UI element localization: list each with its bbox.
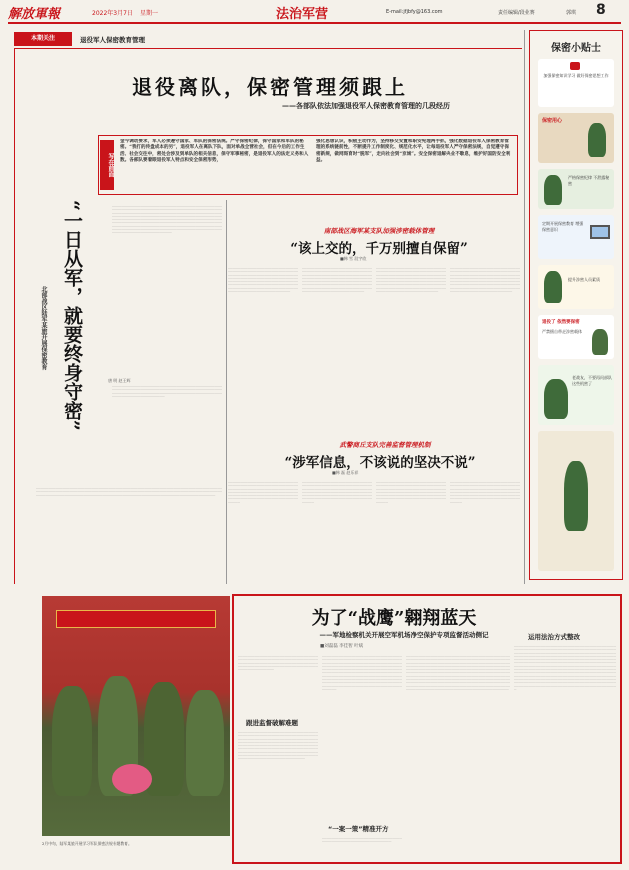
section-title: 法治军营 [276, 7, 329, 22]
top-story-column-tag [14, 32, 72, 46]
tip-card-4 [538, 215, 614, 259]
bottom-body-3: ＿＿＿＿＿＿＿＿＿＿＿＿＿＿＿＿＿＿＿＿＿＿＿＿＿＿＿＿＿＿＿＿＿＿＿＿＿＿＿＿＿＿＿＿＿＿＿＿＿＿＿＿＿＿＿＿＿＿＿＿＿＿＿＿＿＿＿＿＿＿＿＿＿＿＿＿＿＿＿＿＿＿＿＿＿＿＿＿＿＿＿＿＿＿＿＿＿＿＿＿＿＿＿＿＿＿＿＿＿＿＿＿＿＿＿＿＿＿＿＿＿＿＿＿＿＿＿＿＿＿＿＿＿＿＿＿＿＿＿＿＿＿＿＿＿＿＿＿＿＿＿＿＿＿＿＿＿＿＿＿＿＿＿＿＿＿＿＿＿＿＿＿＿＿＿＿＿＿＿＿＿＿＿＿＿＿＿＿＿＿＿＿＿＿＿＿＿＿＿＿＿＿＿＿＿＿＿＿＿＿＿＿＿＿＿＿＿＿＿＿＿＿＿＿＿＿＿＿＿＿＿＿＿＿＿＿＿＿＿＿＿＿＿＿＿＿＿＿＿＿＿＿＿＿＿＿＿＿＿＿＿＿＿＿＿＿＿＿＿＿＿＿＿＿＿＿＿＿＿＿＿＿＿＿＿＿＿＿＿＿＿＿＿＿＿＿＿＿＿＿＿＿＿＿＿＿＿＿＿＿＿＿＿＿＿＿＿＿＿＿＿＿＿＿＿＿＿＿＿＿＿＿＿＿＿＿ [322, 654, 402, 690]
soldier-figure-icon [544, 175, 562, 205]
bottom-story-byline: ■刘磊磊 李佳智 叶斌 [320, 644, 364, 649]
top-story-headline: 退役离队，保密管理须跟上 [132, 75, 408, 99]
issue-date: 2022年3月7日 [92, 10, 133, 17]
feature3-kicker: 武警商丘支队完善监督管理机制 [339, 441, 431, 449]
column-rule-right [524, 30, 525, 584]
feature3-byline: ■韩 磊 赵乐祥 [332, 470, 359, 475]
secrecy-tips-title: 保密小贴士 [551, 43, 601, 54]
feature2-body-4: ＿＿＿＿＿＿＿＿＿＿＿＿＿＿＿＿＿＿＿＿＿＿＿＿＿＿＿＿＿＿＿＿＿＿＿＿＿＿＿＿＿＿＿＿＿＿＿＿＿＿＿＿＿＿＿＿＿＿＿＿＿＿＿＿＿＿＿＿＿＿＿＿＿＿＿＿＿＿＿＿＿＿＿＿＿＿＿＿＿＿＿＿＿＿＿＿＿＿＿＿＿＿＿＿＿＿＿＿＿＿＿＿＿＿＿＿＿＿＿＿＿＿＿＿＿＿＿＿＿＿＿＿＿＿＿＿＿＿＿＿＿＿＿＿＿＿＿＿＿＿＿＿＿＿＿＿＿＿＿＿＿＿＿＿＿＿＿＿＿＿＿＿＿＿＿＿＿＿＿＿＿＿＿＿＿＿＿＿＿＿＿＿＿＿＿＿＿＿＿＿＿＿＿＿＿＿＿＿＿＿＿＿＿＿＿＿＿＿＿＿＿＿＿＿＿＿＿＿＿ [450, 266, 520, 293]
masthead [0, 0, 629, 26]
feature3-body-1: ＿＿＿＿＿＿＿＿＿＿＿＿＿＿＿＿＿＿＿＿＿＿＿＿＿＿＿＿＿＿＿＿＿＿＿＿＿＿＿＿＿＿＿＿＿＿＿＿＿＿＿＿＿＿＿＿＿＿＿＿＿＿＿＿＿＿＿＿＿＿＿＿＿＿＿＿＿＿＿＿＿＿＿＿＿＿＿＿＿＿＿＿＿＿＿＿＿＿＿＿＿＿＿＿＿＿＿＿＿＿＿＿＿＿＿＿＿＿＿＿＿＿＿＿＿＿＿＿＿＿＿＿＿＿＿＿＿＿＿＿＿＿＿＿＿＿＿＿＿＿＿＿＿＿＿＿＿＿＿＿＿＿＿＿＿＿＿＿＿＿＿＿＿＿＿＿＿＿＿ [228, 480, 298, 503]
side-feature-dept: 北部战区陆军某旅开展保密教育 [40, 286, 47, 370]
feature2-body-2: ＿＿＿＿＿＿＿＿＿＿＿＿＿＿＿＿＿＿＿＿＿＿＿＿＿＿＿＿＿＿＿＿＿＿＿＿＿＿＿＿＿＿＿＿＿＿＿＿＿＿＿＿＿＿＿＿＿＿＿＿＿＿＿＿＿＿＿＿＿＿＿＿＿＿＿＿＿＿＿＿＿＿＿＿＿＿＿＿＿＿＿＿＿＿＿＿＿＿＿＿＿＿＿＿＿＿＿＿＿＿＿＿＿＿＿＿＿＿＿＿＿＿＿＿＿＿＿＿＿＿＿＿＿＿＿＿＿＿＿＿＿＿＿＿＿＿＿＿＿＿＿＿＿＿＿＿＿＿＿＿＿＿＿＿＿＿＿＿＿＿＿＿＿＿＿＿＿＿＿＿＿＿＿＿＿＿＿＿＿＿＿＿＿＿＿＿＿＿＿＿＿＿＿＿＿＿＿＿＿＿＿＿＿＿＿＿＿＿＿＿＿＿＿＿＿＿＿＿＿ [302, 266, 372, 293]
feature3-body-3: ＿＿＿＿＿＿＿＿＿＿＿＿＿＿＿＿＿＿＿＿＿＿＿＿＿＿＿＿＿＿＿＿＿＿＿＿＿＿＿＿＿＿＿＿＿＿＿＿＿＿＿＿＿＿＿＿＿＿＿＿＿＿＿＿＿＿＿＿＿＿＿＿＿＿＿＿＿＿＿＿＿＿＿＿＿＿＿＿＿＿＿＿＿＿＿＿＿＿＿＿＿＿＿＿＿＿＿＿＿＿＿＿＿＿＿＿＿＿＿＿＿＿＿＿＿＿＿＿＿＿＿＿＿＿＿＿＿＿＿＿＿＿＿＿＿＿＿＿＿＿＿＿＿＿＿＿＿＿＿＿＿＿＿＿＿＿＿＿＿＿＿＿＿＿＿＿＿＿＿ [376, 480, 446, 503]
tip-text-1: 加强保密知识学习 做好保密思想工作 [543, 73, 609, 78]
tip-text-3: 严格保密纪律 不泄露秘密 [568, 175, 610, 186]
left-frame [14, 48, 15, 584]
written-in-front-tag [100, 140, 114, 190]
newspaper-logo: 解放軍報 [8, 7, 61, 22]
lead-text-right: 强化思想认识，积极主动作为，坚持移交安置和职安宪理两手抓，强化数据退役军人保密教育管理的系统链前性，不断提升工作制度化、规范化水平，让每退役军人严守保密法规，自觉遵守保密新规，做网斑育时“脱军”，走向社会到“京城”。安全保密退解央业不歇息，维护好国防安全利益。 [316, 139, 511, 164]
tip-card-5 [538, 265, 614, 309]
page-number: 8 [596, 2, 606, 18]
bottom-body-5: ＿＿＿＿＿＿＿＿＿＿＿＿＿＿＿＿＿＿＿＿＿＿＿＿＿＿＿＿＿＿＿＿＿＿＿＿＿＿＿＿＿＿＿＿＿＿＿＿＿＿＿＿＿＿＿＿＿＿＿＿＿＿＿＿＿＿＿＿＿＿＿＿＿＿＿＿＿＿＿＿＿＿＿＿＿＿＿＿＿＿＿＿＿＿＿＿＿＿＿＿＿＿＿＿＿＿＿＿＿＿＿＿＿＿＿＿＿＿＿＿＿＿＿＿＿＿＿＿＿＿＿＿＿＿＿＿＿＿＿＿＿＿＿＿＿＿＿＿＿＿＿＿＿＿＿＿＿＿＿＿＿＿＿＿＿＿＿＿＿＿＿＿＿＿＿＿＿＿＿＿＿＿＿＿＿＿＿＿＿＿＿＿＿＿＿＿＿＿＿＿＿＿＿＿＿＿＿＿＿＿＿＿＿＿＿＿＿＿＿＿＿＿＿＿＿＿＿＿＿＿＿＿＿＿＿＿＿＿＿＿＿＿＿＿＿＿＿＿＿＿＿＿＿＿＿＿＿＿＿＿＿＿＿＿＿＿＿＿＿＿＿＿＿＿＿＿＿＿＿＿＿＿＿＿＿＿＿＿＿＿＿＿＿＿＿＿＿＿＿＿＿＿＿＿＿＿＿＿＿＿＿＿＿＿＿＿＿＿＿＿＿＿＿＿＿＿＿＿＿＿＿＿＿＿＿＿＿＿＿＿＿＿＿＿＿＿＿＿＿＿＿＿＿＿＿＿＿＿＿＿＿＿＿＿＿＿＿＿＿＿＿＿＿＿＿＿＿＿＿＿＿＿＿＿＿＿＿＿＿＿＿＿＿＿＿＿＿＿＿＿＿＿＿＿＿＿＿＿＿＿＿＿＿＿＿＿＿＿＿＿＿＿＿＿＿＿＿＿＿＿＿＿＿＿＿＿＿＿＿＿＿＿＿＿＿＿＿＿＿＿＿＿＿＿＿＿＿＿＿＿＿＿＿＿＿＿＿＿＿＿＿＿＿ [406, 654, 510, 690]
section-email: E-mail:jfjbfy@163.com [386, 9, 443, 15]
tip-text-8: 老战友，不要再问部队这些机密了 [572, 375, 612, 386]
tip-card-7 [538, 365, 614, 425]
bottom-subhead-2: “一案一策”精准开方 [328, 825, 389, 833]
side-feature-body-2: ＿＿＿＿＿＿＿＿＿＿＿＿＿＿＿＿＿＿＿＿＿＿＿＿＿＿＿＿＿＿＿＿＿＿＿＿＿＿＿＿＿＿＿＿＿＿＿＿＿＿＿＿＿＿＿＿＿＿＿＿＿＿＿＿＿＿＿＿＿＿＿＿＿＿＿＿＿＿＿＿＿＿＿＿＿＿＿＿＿＿＿＿＿＿＿＿＿＿＿＿＿＿＿＿＿＿＿＿＿＿＿＿＿＿＿＿＿＿＿＿＿＿＿＿＿＿＿＿＿＿＿＿＿＿＿＿＿＿＿＿＿＿＿＿＿＿＿＿＿＿＿＿＿＿＿＿＿＿＿＿ [112, 384, 222, 397]
feature2-headline: “该上交的，千万别擅自保留” [290, 241, 468, 257]
graduation-photo [42, 596, 230, 836]
bottom-body-2: ＿＿＿＿＿＿＿＿＿＿＿＿＿＿＿＿＿＿＿＿＿＿＿＿＿＿＿＿＿＿＿＿＿＿＿＿＿＿＿＿＿＿＿＿＿＿＿＿＿＿＿＿＿＿＿＿＿＿＿＿＿＿＿＿＿＿＿＿＿＿＿＿＿＿＿＿＿＿＿＿＿＿＿＿＿＿＿＿＿＿＿＿＿＿＿＿＿＿＿＿＿＿＿＿＿＿＿＿＿＿＿＿＿＿＿＿＿＿＿＿＿＿＿＿＿＿＿＿＿＿＿＿＿＿＿＿＿＿＿＿＿＿＿＿＿＿＿＿＿＿＿＿＿＿＿＿＿＿＿＿＿＿＿＿＿＿＿＿＿＿＿＿＿＿＿＿＿＿＿＿＿＿＿＿＿＿＿＿＿＿＿＿＿＿＿＿＿＿＿＿＿＿＿＿＿＿＿＿＿＿＿＿＿＿＿＿＿＿＿＿＿＿＿＿＿＿＿＿＿＿＿＿＿＿＿＿＿＿＿＿＿＿＿＿＿＿＿＿＿＿＿＿＿＿＿＿＿＿＿＿＿＿＿＿＿＿＿＿＿＿＿＿＿＿＿＿＿＿＿＿＿＿＿＿＿＿＿＿＿＿＿＿ [238, 730, 318, 760]
officer-figure-icon [544, 271, 562, 303]
bottom-story-headline: 为了“战鹰”翱翔蓝天 [311, 608, 477, 629]
side-feature-body-1: ＿＿＿＿＿＿＿＿＿＿＿＿＿＿＿＿＿＿＿＿＿＿＿＿＿＿＿＿＿＿＿＿＿＿＿＿＿＿＿＿＿＿＿＿＿＿＿＿＿＿＿＿＿＿＿＿＿＿＿＿＿＿＿＿＿＿＿＿＿＿＿＿＿＿＿＿＿＿＿＿＿＿＿＿＿＿＿＿＿＿＿＿＿＿＿＿＿＿＿＿＿＿＿＿＿＿＿＿＿＿＿＿＿＿＿＿＿＿＿＿＿＿＿＿＿＿＿＿＿＿＿＿＿＿＿＿＿＿＿＿＿＿＿＿＿＿＿＿＿＿＿＿＿＿＿＿＿＿＿＿＿＿＿＿＿＿＿＿＿＿＿＿＿＿＿＿＿＿＿＿＿＿＿＿＿＿＿＿＿＿＿＿＿＿＿＿＿＿＿＿＿＿＿＿＿＿＿＿＿＿＿＿＿＿＿＿＿＿＿＿＿＿＿＿＿＿＿＿＿＿＿＿＿＿＿＿＿＿＿＿＿＿＿＿＿＿＿＿＿＿＿＿＿＿＿＿＿＿＿＿＿＿＿＿＿＿＿＿＿＿＿＿＿＿＿＿＿＿＿＿＿＿＿＿＿＿＿＿＿＿＿＿＿＿＿＿＿＿＿＿＿＿＿＿＿＿＿＿＿＿＿＿＿＿＿＿＿＿＿＿＿＿＿＿＿＿＿＿＿＿＿＿＿＿＿＿＿＿＿＿＿＿＿＿＿＿＿＿＿＿＿＿＿＿＿＿＿＿＿＿＿＿＿＿＿＿＿＿＿＿＿＿＿＿＿＿＿＿＿＿＿＿＿＿＿＿＿＿＿＿＿＿＿ [112, 204, 222, 234]
lead-text-left: 金今调动要求，军人必须遵守国家、军队的保密法规。严守保密纪律，保守国家和军队的秘密。“我打的传盘成本的另”，退役军人在离队下队，面对单战全营社会，但在今后的工作生活、社会交往中，密处会涉及到单队的相关信息，保守军事秘密，是退役军人的法定义务和人数。各部队要着眼退役军人特点和安全保密形势， [120, 139, 309, 164]
bottom-subhead-3: 运用法治方式整改 [528, 633, 580, 641]
tip-card-3 [538, 169, 614, 209]
bottom-story-subhead: ——军地检察机关开展空军机场净空保护专项监督活动侧记 [319, 631, 489, 639]
tip-text-6: 退役了 依然要保密 [542, 320, 580, 325]
veteran-figure-icon [592, 329, 608, 355]
lock-icon [570, 62, 580, 70]
secrecy-tips-panel [529, 30, 623, 580]
bottom-subhead-1: 跟进监督破解难题 [246, 719, 298, 727]
side-feature-headline: “一日从军，就要终身守密” [61, 200, 83, 431]
feature2-byline: ■韩 雪 段宇欣 [340, 256, 367, 261]
feature3-body-2: ＿＿＿＿＿＿＿＿＿＿＿＿＿＿＿＿＿＿＿＿＿＿＿＿＿＿＿＿＿＿＿＿＿＿＿＿＿＿＿＿＿＿＿＿＿＿＿＿＿＿＿＿＿＿＿＿＿＿＿＿＿＿＿＿＿＿＿＿＿＿＿＿＿＿＿＿＿＿＿＿＿＿＿＿＿＿＿＿＿＿＿＿＿＿＿＿＿＿＿＿＿＿＿＿＿＿＿＿＿＿＿＿＿＿＿＿＿＿＿＿＿＿＿＿＿＿＿＿＿＿＿＿＿＿＿＿＿＿＿＿＿＿＿＿＿＿＿＿＿＿＿＿＿＿＿＿＿＿＿＿＿＿＿＿＿＿＿＿＿＿＿＿＿＿＿＿＿＿＿ [302, 480, 372, 503]
column-rule-left [226, 200, 227, 584]
side-feature-byline: 唐 明 赵王辉 [108, 378, 131, 383]
tip-illustration-bottom [538, 431, 614, 571]
top-story-topic: 退役军人保密教育管理 [80, 36, 145, 44]
feature3-body-4: ＿＿＿＿＿＿＿＿＿＿＿＿＿＿＿＿＿＿＿＿＿＿＿＿＿＿＿＿＿＿＿＿＿＿＿＿＿＿＿＿＿＿＿＿＿＿＿＿＿＿＿＿＿＿＿＿＿＿＿＿＿＿＿＿＿＿＿＿＿＿＿＿＿＿＿＿＿＿＿＿＿＿＿＿＿＿＿＿＿＿＿＿＿＿＿＿＿＿＿＿＿＿＿＿＿＿＿＿＿＿＿＿＿＿＿＿＿＿＿＿＿＿＿＿＿＿＿＿＿＿＿＿＿＿＿＿＿＿＿＿＿＿＿＿＿＿＿＿＿＿＿＿＿＿＿＿＿＿＿＿＿＿＿＿＿＿＿＿＿＿＿＿＿＿＿＿＿＿＿ [450, 480, 520, 503]
photo-caption: 2月中旬，陆军某旅开展学习军队保密法规专题教育。 [42, 841, 132, 846]
soldier-figure-4 [186, 690, 224, 796]
feature2-body-3: ＿＿＿＿＿＿＿＿＿＿＿＿＿＿＿＿＿＿＿＿＿＿＿＿＿＿＿＿＿＿＿＿＿＿＿＿＿＿＿＿＿＿＿＿＿＿＿＿＿＿＿＿＿＿＿＿＿＿＿＿＿＿＿＿＿＿＿＿＿＿＿＿＿＿＿＿＿＿＿＿＿＿＿＿＿＿＿＿＿＿＿＿＿＿＿＿＿＿＿＿＿＿＿＿＿＿＿＿＿＿＿＿＿＿＿＿＿＿＿＿＿＿＿＿＿＿＿＿＿＿＿＿＿＿＿＿＿＿＿＿＿＿＿＿＿＿＿＿＿＿＿＿＿＿＿＿＿＿＿＿＿＿＿＿＿＿＿＿＿＿＿＿＿＿＿＿＿＿＿＿＿＿＿＿＿＿＿＿＿＿＿＿＿＿＿＿＿＿＿＿＿＿＿＿＿＿＿＿＿＿＿＿＿＿＿＿＿＿＿＿＿＿＿＿＿＿＿＿＿ [376, 266, 446, 293]
flower-bouquet [112, 764, 152, 794]
masthead-rule [8, 22, 621, 24]
written-in-front-label: 写在前面 [107, 153, 114, 177]
bottom-body-4: ＿＿＿＿＿＿＿＿＿＿＿＿＿＿＿＿＿＿＿＿＿＿＿＿＿＿＿＿＿＿＿＿＿＿＿＿＿＿＿＿＿＿＿＿＿＿＿＿＿＿＿＿＿＿＿＿＿＿＿＿＿＿ [322, 836, 402, 843]
banner [56, 610, 216, 628]
bottom-body-6: ＿＿＿＿＿＿＿＿＿＿＿＿＿＿＿＿＿＿＿＿＿＿＿＿＿＿＿＿＿＿＿＿＿＿＿＿＿＿＿＿＿＿＿＿＿＿＿＿＿＿＿＿＿＿＿＿＿＿＿＿＿＿＿＿＿＿＿＿＿＿＿＿＿＿＿＿＿＿＿＿＿＿＿＿＿＿＿＿＿＿＿＿＿＿＿＿＿＿＿＿＿＿＿＿＿＿＿＿＿＿＿＿＿＿＿＿＿＿＿＿＿＿＿＿＿＿＿＿＿＿＿＿＿＿＿＿＿＿＿＿＿＿＿＿＿＿＿＿＿＿＿＿＿＿＿＿＿＿＿＿＿＿＿＿＿＿＿＿＿＿＿＿＿＿＿＿＿＿＿＿＿＿＿＿＿＿＿＿＿＿＿＿＿＿＿＿＿＿＿＿＿＿＿＿＿＿＿＿＿＿＿＿＿＿＿＿＿＿＿＿＿＿＿＿＿＿＿＿＿＿＿＿＿＿＿＿＿＿＿＿＿＿＿＿＿＿＿＿＿＿＿＿＿＿＿＿＿＿＿＿＿＿＿＿＿＿＿＿＿＿＿＿＿＿＿＿＿＿＿＿＿＿＿＿＿＿＿＿＿＿＿＿＿＿＿＿＿＿＿＿＿＿＿＿＿＿＿＿＿＿＿＿＿＿＿＿＿＿＿＿＿＿＿＿＿＿＿＿＿＿＿＿＿＿＿＿＿＿＿＿＿＿＿＿＿＿＿＿＿＿＿＿＿＿＿＿＿＿＿＿＿＿＿＿＿＿＿＿＿＿＿＿＿＿＿＿＿＿＿＿＿＿＿＿＿＿＿＿＿＿＿＿＿＿＿＿＿＿＿＿＿＿＿＿＿＿＿＿＿＿＿＿＿＿＿＿＿＿＿＿＿＿＿＿＿＿＿＿＿＿＿＿＿＿＿＿＿＿＿＿＿＿＿＿＿＿＿＿＿＿＿＿＿＿＿＿＿＿＿＿＿＿＿＿＿＿＿＿＿＿＿＿＿＿＿＿＿＿＿＿＿＿＿＿＿＿＿＿＿＿＿＿＿＿＿＿＿＿＿＿＿＿＿＿＿＿＿＿＿＿＿＿＿＿＿＿＿＿＿＿＿＿＿＿＿＿＿＿＿＿＿＿＿＿＿＿＿＿＿＿＿＿＿＿＿＿＿ [514, 644, 616, 690]
monitor-icon [590, 225, 610, 239]
saluting-soldier-icon [564, 461, 588, 531]
side-feature-body-3: ＿＿＿＿＿＿＿＿＿＿＿＿＿＿＿＿＿＿＿＿＿＿＿＿＿＿＿＿＿＿＿＿＿＿＿＿＿＿＿＿＿＿＿＿＿＿＿＿＿＿＿＿＿＿＿＿＿＿＿＿＿＿＿＿＿＿＿＿＿＿＿＿＿＿＿＿＿＿＿＿＿＿＿＿＿＿＿＿＿＿＿＿＿＿＿＿＿＿＿＿＿＿＿＿＿＿＿＿＿＿＿＿＿＿＿＿＿＿＿＿＿＿＿＿＿＿＿＿＿＿＿＿＿＿＿＿＿＿＿＿＿＿＿＿＿＿＿＿＿＿＿＿＿＿＿＿＿＿＿＿＿＿＿＿＿＿＿＿＿＿＿＿＿＿＿＿＿＿＿＿＿＿＿＿＿＿＿＿＿＿＿＿＿＿＿＿＿＿＿＿＿＿＿＿＿＿＿＿＿＿＿＿＿＿＿＿＿＿＿＿＿＿＿＿＿＿＿＿＿ [36, 486, 222, 496]
responsible-editor: 责任编辑/段业赛 [498, 10, 535, 16]
soldier-figure-1 [52, 686, 92, 796]
proofreader: 郭琪 [566, 10, 577, 16]
cartoon-soldier-icon [588, 123, 606, 157]
tip-card-6 [538, 315, 614, 359]
top-story-subhead: ——各部队依法加强退役军人保密教育管理的几段经历 [282, 102, 450, 110]
soldier-pair-icon [544, 379, 568, 419]
topic-rule [14, 48, 522, 49]
tip-text-4: 定期开展保密教育 增强保密意识 [542, 221, 584, 232]
tip-card-1 [538, 59, 614, 107]
tip-text-2: 保密用心 [542, 118, 563, 124]
tip-text-5: 提升涉密人员素质 [568, 277, 600, 282]
column-label: 本期关注 [30, 35, 55, 42]
tip-card-2 [538, 113, 614, 163]
feature3-headline: “涉军信息，不该说的坚决不说” [284, 455, 476, 471]
bottom-body-1: ＿＿＿＿＿＿＿＿＿＿＿＿＿＿＿＿＿＿＿＿＿＿＿＿＿＿＿＿＿＿＿＿＿＿＿＿＿＿＿＿＿＿＿＿＿＿＿＿＿＿＿＿＿＿＿＿＿＿＿＿＿＿＿＿＿＿＿＿＿＿＿＿＿＿＿＿＿＿＿＿＿＿＿＿＿＿＿＿＿＿＿＿＿＿＿＿＿＿＿＿＿＿＿＿＿＿＿＿＿＿＿＿＿＿＿＿＿＿＿＿＿＿＿＿＿＿＿＿＿＿＿＿＿＿＿＿＿＿＿＿＿＿＿＿＿＿＿ [238, 654, 318, 671]
tip-text-7: 严禁擅自带走涉密载体 [542, 329, 582, 334]
feature2-body-1: ＿＿＿＿＿＿＿＿＿＿＿＿＿＿＿＿＿＿＿＿＿＿＿＿＿＿＿＿＿＿＿＿＿＿＿＿＿＿＿＿＿＿＿＿＿＿＿＿＿＿＿＿＿＿＿＿＿＿＿＿＿＿＿＿＿＿＿＿＿＿＿＿＿＿＿＿＿＿＿＿＿＿＿＿＿＿＿＿＿＿＿＿＿＿＿＿＿＿＿＿＿＿＿＿＿＿＿＿＿＿＿＿＿＿＿＿＿＿＿＿＿＿＿＿＿＿＿＿＿＿＿＿＿＿＿＿＿＿＿＿＿＿＿＿＿＿＿＿＿＿＿＿＿＿＿＿＿＿＿＿＿＿＿＿＿＿＿＿＿＿＿＿＿＿＿＿＿＿＿＿＿＿＿＿＿＿＿＿＿＿＿＿＿＿＿＿＿＿＿＿＿＿＿＿＿＿＿＿＿＿＿＿＿＿＿＿＿＿＿＿＿＿＿＿＿＿＿＿＿ [228, 266, 298, 293]
feature2-kicker: 南部战区海军某支队加强涉密载体管理 [323, 227, 435, 235]
issue-weekday: 星期一 [140, 10, 159, 17]
